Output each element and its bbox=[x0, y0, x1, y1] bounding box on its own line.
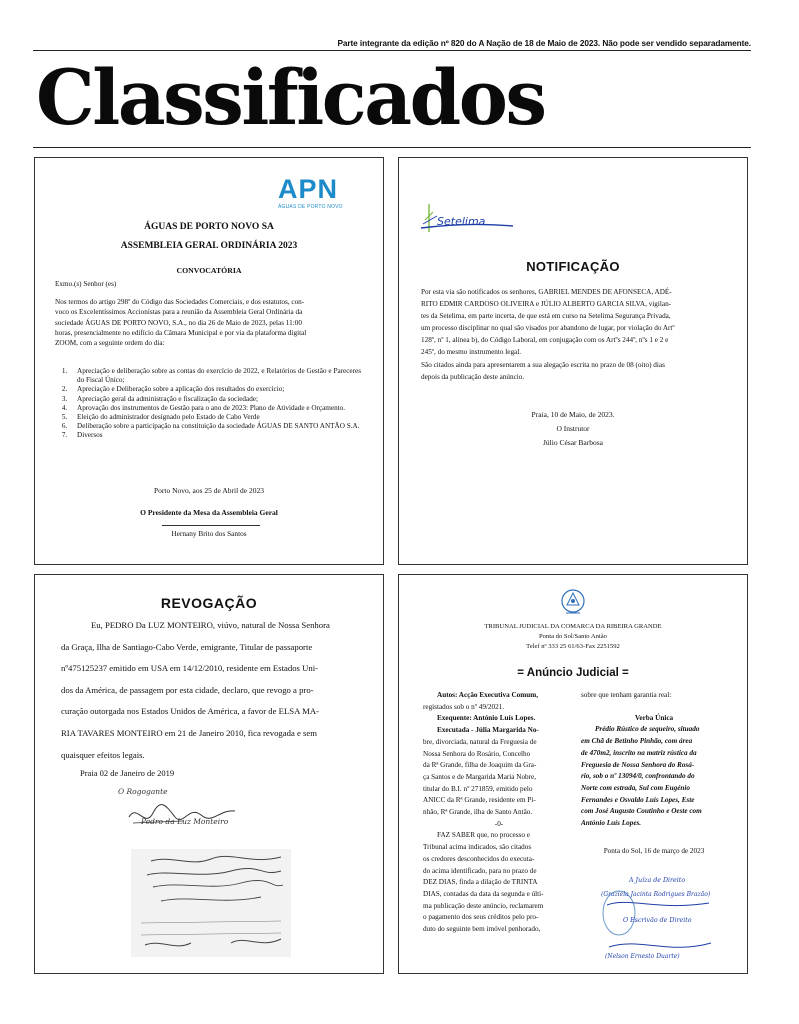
apn-company-name: ÁGUAS DE PORTO NOVO SA bbox=[144, 222, 274, 232]
judicial-left-column bbox=[423, 690, 575, 936]
left-col-line: registados sob o nº 49/2021. bbox=[423, 702, 505, 711]
setelima-body-line: tes da Setelima, em parte incerta, de que está em curso na Setelima Segurança Privada, bbox=[421, 312, 671, 321]
apn-logo bbox=[278, 176, 343, 210]
judicial-place-date: Ponta do Sol, 16 de março de 2023 bbox=[603, 846, 705, 855]
setelima-logo-text: Setelima bbox=[437, 215, 486, 228]
right-col-intro: sobre que tenham garantia real: bbox=[581, 691, 672, 699]
apn-intro-line: horas, presencialmente no edifício da Câmara Municipal e por via da plataforma digital bbox=[55, 328, 307, 337]
verba-line: António Luís Lopes. bbox=[581, 819, 642, 828]
verba-description bbox=[581, 724, 727, 829]
setelima-logo-mark-icon bbox=[419, 202, 519, 236]
verba-line: Fernandes e Osvaldo Luís Lopes, Este bbox=[581, 795, 695, 804]
verba-line: em Chã de Betinho Pinhão, com área bbox=[581, 737, 693, 746]
left-col-line: FAZ SABER que, no processo e bbox=[437, 831, 530, 840]
revogacao-signature-name: Pedro da Luz Monteiro bbox=[141, 817, 229, 826]
verba-line: Prédio Rústico de sequeiro, situado bbox=[595, 725, 700, 734]
verba-line: rio, sob o nº 13094/0, confrontando do bbox=[581, 772, 695, 781]
apn-assembly-title: ASSEMBLEIA GERAL ORDINÁRIA 2023 bbox=[120, 241, 298, 251]
left-col-line: do acima identificado, para no prazo de bbox=[423, 866, 537, 875]
left-col-line: ma publicação deste anúncio, reclamarem bbox=[423, 901, 544, 910]
apn-notice-box bbox=[34, 157, 384, 565]
apn-place-date: Porto Novo, aos 25 de Abril de 2023 bbox=[154, 486, 264, 495]
apn-signature-line bbox=[162, 525, 260, 526]
masthead-rule bbox=[33, 147, 751, 148]
judicial-notice-box bbox=[398, 574, 748, 974]
setelima-notice-box bbox=[398, 157, 748, 565]
agenda-item: 6. Deliberação sobre a participação na constituição da sociedade ÁGUAS DE SANTO ANTÃO S.A. bbox=[69, 422, 361, 431]
court-address: Ponta do Sol/Santo Antão bbox=[539, 633, 607, 640]
left-col-line: DEZ DIAS, finda a dilação de TRINTA bbox=[423, 878, 538, 887]
setelima-body-line: RITO EDMIR CARDOSO OLIVEIRA e JÚLIO ALBERTO GARCIA SILVA, vigilan- bbox=[421, 300, 672, 309]
revogacao-title: REVOGAÇÃO bbox=[160, 595, 258, 611]
setelima-role: O Instrutor bbox=[556, 424, 590, 433]
masthead-title: Classificados bbox=[36, 53, 545, 142]
left-col-line: da Rª Grande, filha de Joaquim da Gra- bbox=[423, 761, 537, 770]
left-col-line: Tribunal acima indicados, são citados bbox=[423, 843, 532, 852]
left-col-line: Executada - Júlia Margarida No- bbox=[437, 726, 539, 735]
revogacao-body-line: RIA TAVARES MONTEIRO em 21 de Janeiro 2010, fica revogada e sem bbox=[61, 727, 318, 738]
left-col-separator: -0- bbox=[494, 819, 504, 828]
agenda-item: 1. Apreciação e deliberação sobre as contas do exercício de 2022, e Relatórios de Gestão e Pareceres do Fiscal Único; bbox=[69, 367, 361, 385]
apn-logo-subtitle: ÁGUAS DE PORTO NOVO bbox=[278, 204, 343, 210]
verba-line: de 470m2, inscrito na matriz rústica da bbox=[581, 748, 697, 757]
revogacao-signature-scribble-icon bbox=[123, 799, 243, 833]
left-col-line: ANICC da Rª Grande, residente em Pi- bbox=[423, 796, 536, 805]
stamp-judge-name: (Graziela Jacinta Rodrigues Brazão) bbox=[601, 891, 711, 898]
setelima-name: Júlio César Barbosa bbox=[543, 438, 603, 447]
left-col-line: DIAS, contadas da data da segunda e últi- bbox=[423, 889, 544, 898]
apn-intro bbox=[55, 297, 369, 348]
left-col-line: Exequente: António Luís Lopes. bbox=[437, 714, 536, 723]
left-col-line: bre, divorciada, natural da Freguesia de bbox=[423, 737, 537, 746]
agenda-item: 2. Apreciação e Deliberação sobre a aplicação dos resultados do exercício; bbox=[69, 385, 361, 394]
notification-title: NOTIFICAÇÃO bbox=[526, 259, 620, 274]
revogacao-body-line: da Graça, Ilha de Santiago-Cabo Verde, emigrante, Titular de passaporte bbox=[61, 641, 313, 652]
agenda-item: 5. Eleição do administrador designado pelo Estado de Cabo Verde bbox=[69, 413, 361, 422]
left-col-line: duto do seguinte bem imóvel penhorado, bbox=[423, 925, 541, 934]
setelima-place-date: Praia, 10 de Maio, de 2023. bbox=[531, 410, 615, 419]
setelima-body-line: um processo disciplinar no qual são visados por abandono de lugar, por violação do Artº bbox=[421, 324, 675, 333]
notary-stamp-handwriting-icon bbox=[131, 849, 291, 957]
revogacao-body-line: Eu, PEDRO Da LUZ MONTEIRO, viúvo, natural de Nossa Senhora bbox=[91, 620, 330, 630]
top-note: Parte integrante da edição nº 820 do A Nação de 18 de Maio de 2023. Não pode ser vendido separadamente. bbox=[337, 38, 751, 48]
court-stamp bbox=[599, 877, 719, 965]
judicial-right-column bbox=[581, 690, 727, 857]
apn-subtitle: CONVOCATÓRIA bbox=[176, 266, 242, 275]
left-col-line: ça Santos e de Margarida Maria Nobre, bbox=[423, 772, 537, 781]
revogacao-notice-box bbox=[34, 574, 384, 974]
left-col-line: Autos: Acção Executiva Comum, bbox=[437, 691, 539, 699]
setelima-body-line: 245º, do mesmo instrumento legal. bbox=[421, 348, 522, 357]
setelima-body-line: 128º, nº 1, alínea b), do Código Laboral, em conjugação com os Artºs 244º, nºs 1 e 2 e bbox=[421, 336, 669, 345]
setelima-body bbox=[421, 286, 725, 383]
court-phone: Telef nº 333 25 61/63-Fax 2251592 bbox=[526, 643, 620, 650]
setelima-body-line: São citados ainda para apresentarem a sua alegação escrita no prazo de 08 (oito) dias bbox=[421, 360, 665, 369]
apn-intro-line: Nos termos do artigo 298º do Código das Sociedades Comerciais, e dos estatutos, con- bbox=[55, 298, 305, 306]
top-rule bbox=[33, 50, 751, 51]
revogacao-body-line: quaisquer efeitos legais. bbox=[61, 749, 145, 760]
verba-line: com José Augusto Coutinho e Oeste com bbox=[581, 807, 702, 816]
verba-title: Verba Única bbox=[634, 713, 674, 722]
apn-logo-text: APN bbox=[278, 174, 339, 204]
revogacao-signature-label: O Rogogante bbox=[118, 787, 168, 796]
stamp-label: A Juíza de Direito bbox=[629, 877, 686, 884]
left-col-line: nhão, Rª Grande, ilha de Santo Antão. bbox=[423, 808, 533, 817]
setelima-body-line: Por esta via são notificados os senhores, GABRIEL MENDES DE AFONSECA, ADÉ- bbox=[421, 288, 672, 296]
apn-salutation: Exmo.(s) Senhor (es) bbox=[55, 280, 117, 288]
apn-intro-line: voco os Excelentíssimos Accionistas para a reunião da Assembleia Geral Ordinária da bbox=[55, 308, 303, 317]
apn-intro-line: ZOOM, com a seguinte ordem do dia: bbox=[55, 339, 165, 348]
agenda-item: 3. Apreciação geral da administração e fiscalização da sociedade; bbox=[69, 395, 361, 404]
agenda-item: 7. Diversos bbox=[69, 431, 361, 440]
left-col-line: Nossa Senhora do Rosário, Concelho bbox=[423, 749, 531, 758]
court-name: TRIBUNAL JUDICIAL DA COMARCA DA RIBEIRA GRANDE bbox=[484, 623, 662, 630]
left-col-line: os credores desconhecidos do executa- bbox=[423, 854, 535, 863]
revogacao-body-line: curação outorgada nos Estados Unidos de América, a favor de ELSA MA- bbox=[61, 706, 319, 717]
revogacao-body bbox=[61, 615, 355, 766]
verba-line: Norte com estrada, Sul com Eugénio bbox=[581, 783, 691, 792]
setelima-logo bbox=[419, 202, 519, 241]
left-col-line: titular do B.I. nº 271859, emitido pelo bbox=[423, 784, 533, 793]
verba-line: Freguesia de Nossa Senhora do Rosá- bbox=[581, 760, 695, 769]
setelima-body-line: depois da publicação deste anúncio. bbox=[421, 372, 525, 381]
judicial-notice-title: = Anúncio Judicial = bbox=[517, 667, 629, 679]
apn-intro-line: sociedade ÁGUAS DE PORTO NOVO, S.A., no dia 26 de Maio de 2023, pelas 11:00 bbox=[55, 318, 302, 327]
revogacao-body-line: nº475125237 emitido em USA em 14/12/2010, residente em Estados Uni- bbox=[61, 663, 319, 674]
apn-signatory-name: Hernany Brito dos Santos bbox=[171, 529, 247, 538]
apn-agenda bbox=[35, 367, 361, 441]
apn-signatory-title: O Presidente da Mesa da Assembleia Geral bbox=[140, 508, 278, 517]
agenda-item: 4. Aprovação dos instrumentos de Gestão para o ano de 2023: Plano de Atividade e Orçamento. bbox=[69, 404, 361, 413]
revogacao-place-date: Praia 02 de Janeiro de 2019 bbox=[80, 768, 175, 778]
cape-verde-seal-icon bbox=[560, 587, 586, 617]
stamp-clerk-label: O Escrivão de Direito bbox=[623, 917, 692, 924]
stamp-clerk-name: (Nelson Ernesto Duarte) bbox=[605, 953, 680, 960]
revogacao-body-line: dos da América, de passagem por esta cidade, declaro, que revogo a pro- bbox=[61, 684, 314, 695]
left-col-line: o pagamento dos seus créditos pelo pro- bbox=[423, 913, 539, 922]
